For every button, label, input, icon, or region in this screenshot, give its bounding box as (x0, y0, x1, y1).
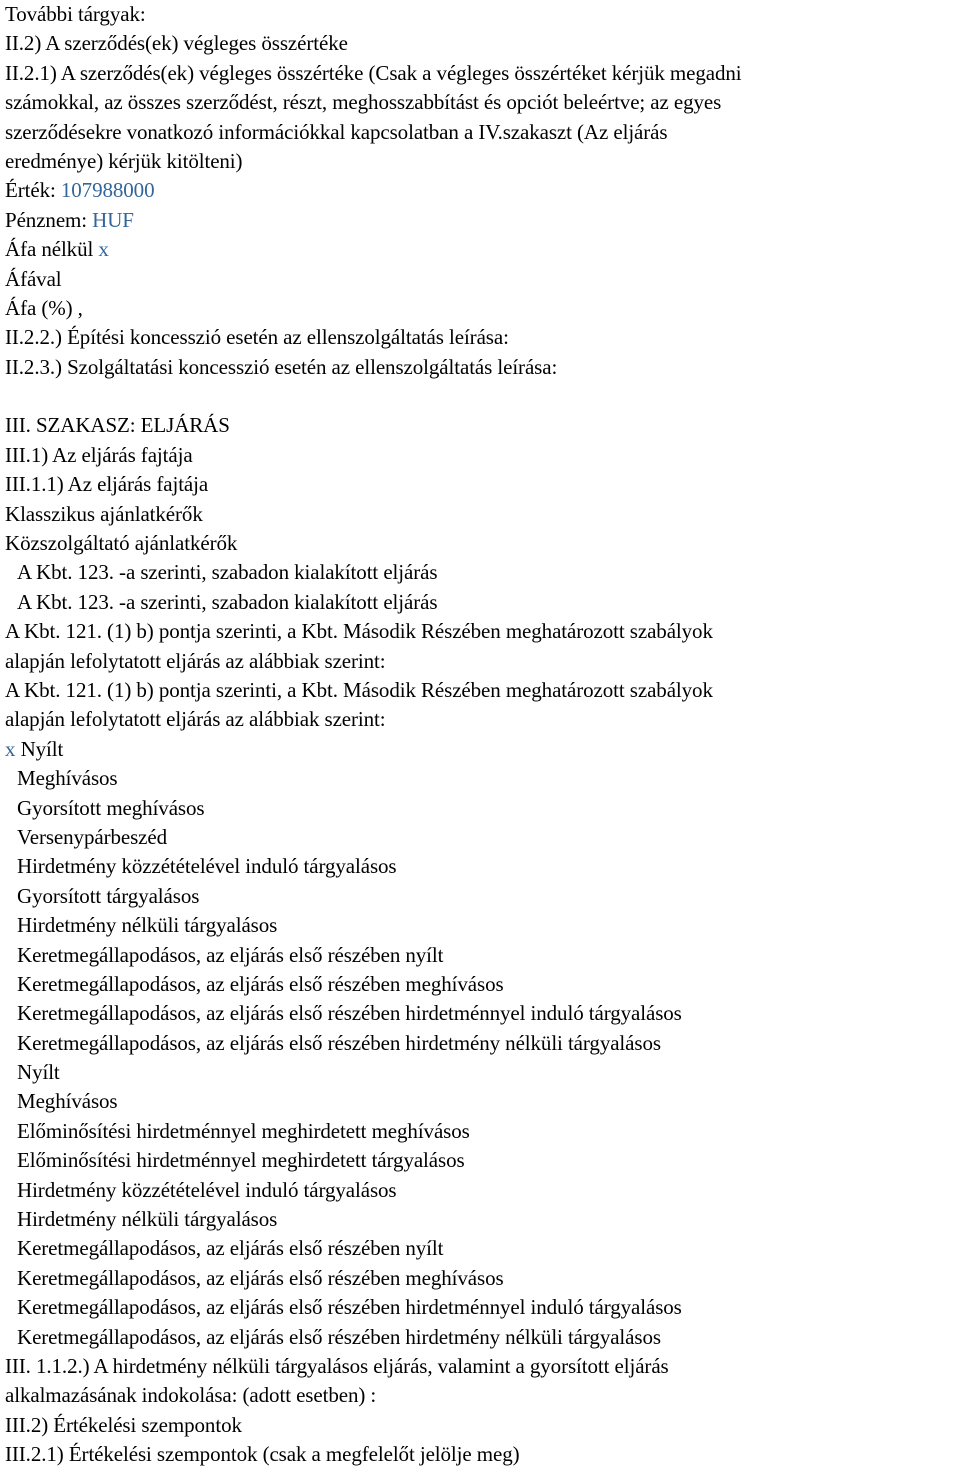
procedure-option: Hirdetmény nélküli tárgyalásos (17, 1207, 278, 1232)
procedure-option: Keretmegállapodásos, az eljárás első részében meghívásos (17, 1265, 504, 1290)
value-amount: 107988000 (60, 178, 155, 203)
option-kbt-121-text: alapján lefolytatott eljárás az alábbiak szerint: (5, 648, 386, 673)
procedure-option: Hirdetmény közzétételével induló tárgyalásos (17, 854, 397, 879)
procedure-open-label: Nyílt (20, 736, 64, 761)
section-iii-2-1-heading: III.2.1) Értékelési szempontok (csak a megfelelőt jelölje meg) (5, 1442, 520, 1467)
vat-excluded-label: Áfa nélkül (5, 237, 94, 262)
procedure-option: Nyílt (17, 1060, 60, 1085)
currency-row (5, 206, 955, 235)
currency-label: Pénznem: (5, 207, 88, 232)
option-kbt-123: A Kbt. 123. -a szerinti, szabadon kialakított eljárás (17, 560, 438, 585)
option-kbt-121-text: A Kbt. 121. (1) b) pontja szerinti, a Kbt. Második Részében meghatározott szabályok (5, 677, 713, 702)
further-subjects-heading: További tárgyak: (5, 2, 146, 26)
section-ii-2-1-text: eredménye) kérjük kitölteni) (5, 148, 243, 173)
option-kbt-123: A Kbt. 123. -a szerinti, szabadon kialakított eljárás (17, 589, 438, 614)
section-ii-2-1-text: II.2.1) A szerződés(ek) végleges összértéke (Csak a végleges összértéket kérjük megadni (5, 60, 742, 85)
procedure-option: Keretmegállapodásos, az eljárás első részében nyílt (17, 942, 444, 967)
option-kbt-121-text: alapján lefolytatott eljárás az alábbiak szerint: (5, 707, 386, 732)
procedure-option: Meghívásos (17, 766, 118, 791)
selected-mark: x (5, 736, 16, 761)
section-ii-2-heading: II.2) A szerződés(ek) végleges összértéke (5, 31, 348, 56)
section-iii-1-1-2-text: alkalmazásának indokolása: (adott esetben) : (5, 1383, 377, 1408)
value-row (5, 176, 955, 205)
procedure-option: Keretmegállapodásos, az eljárás első részében hirdetménnyel induló tárgyalásos (17, 1295, 682, 1320)
section-iii-1-1-heading: III.1.1) Az eljárás fajtája (5, 472, 209, 497)
procedure-option: Előminősítési hirdetménnyel meghirdetett meghívásos (17, 1118, 470, 1143)
procedure-option: Versenypárbeszéd (17, 824, 167, 849)
utility-contracting-label: Közszolgáltató ajánlatkérők (5, 531, 238, 556)
section-ii-2-3-heading: II.2.3.) Szolgáltatási koncesszió esetén az ellenszolgáltatás leírása: (5, 354, 558, 379)
section-iii-1-heading: III.1) Az eljárás fajtája (5, 442, 193, 467)
section-iii-2-heading: III.2) Értékelési szempontok (5, 1412, 242, 1437)
section-ii-2-2-heading: II.2.2.) Építési koncesszió esetén az ellenszolgáltatás leírása: (5, 325, 509, 350)
procedure-option: Keretmegállapodásos, az eljárás első részében nyílt (17, 1236, 444, 1261)
vat-percent-label: Áfa (%) , (5, 295, 83, 320)
procedure-option: Gyorsított meghívásos (17, 795, 205, 820)
document-page (5, 0, 955, 1470)
section-ii-2-1-text: szerződésekre vonatkozó információkkal kapcsolatban a IV.szakaszt (Az eljárás (5, 119, 668, 144)
vat-excluded-mark: x (98, 237, 109, 262)
procedure-option: Keretmegállapodásos, az eljárás első részében hirdetménnyel induló tárgyalásos (17, 1001, 682, 1026)
procedure-option: Meghívásos (17, 1089, 118, 1114)
procedure-option: Keretmegállapodásos, az eljárás első részében hirdetmény nélküli tárgyalásos (17, 1030, 661, 1055)
section-iii-heading: III. SZAKASZ: ELJÁRÁS (5, 413, 230, 438)
procedure-option: Hirdetmény közzétételével induló tárgyalásos (17, 1177, 397, 1202)
section-iii-1-1-2-text: III. 1.1.2.) A hirdetmény nélküli tárgyalásos eljárás, valamint a gyorsított eljárás (5, 1353, 669, 1378)
procedure-option: Gyorsított tárgyalásos (17, 883, 200, 908)
value-label: Érték: (5, 178, 56, 203)
procedure-open-row (5, 735, 955, 764)
classic-contracting-label: Klasszikus ajánlatkérők (5, 501, 203, 526)
procedure-option: Keretmegállapodásos, az eljárás első részében hirdetmény nélküli tárgyalásos (17, 1324, 661, 1349)
vat-included-label: Áfával (5, 266, 62, 291)
currency-value: HUF (92, 207, 134, 232)
procedure-option: Keretmegállapodásos, az eljárás első részében meghívásos (17, 971, 504, 996)
spacer (5, 382, 955, 411)
section-ii-2-1-text: számokkal, az összes szerződést, részt, meghosszabbítást és opciót beleértve; az egyes (5, 90, 722, 115)
vat-excluded-row (5, 235, 955, 264)
procedure-option: Előminősítési hirdetménnyel meghirdetett tárgyalásos (17, 1148, 465, 1173)
procedure-option: Hirdetmény nélküli tárgyalásos (17, 913, 278, 938)
option-kbt-121-text: A Kbt. 121. (1) b) pontja szerinti, a Kbt. Második Részében meghatározott szabályok (5, 619, 713, 644)
